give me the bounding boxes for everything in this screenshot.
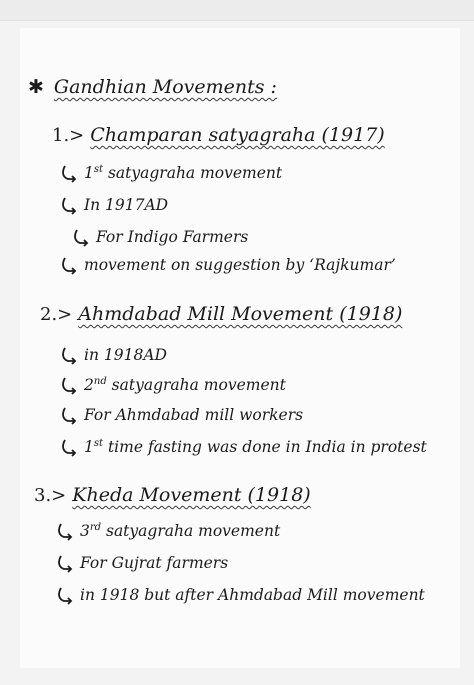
arrow-hook-icon bbox=[72, 229, 90, 247]
movement-name: Ahmdabad Mill Movement (1918) bbox=[78, 303, 403, 325]
arrow-hook-icon bbox=[56, 587, 74, 605]
item-ordinal: 2 bbox=[84, 376, 94, 395]
movement-name: Champaran satyagraha (1917) bbox=[90, 124, 385, 146]
movement-heading bbox=[40, 303, 402, 325]
item-text: movement on suggestion by ‘Rajkumar’ bbox=[84, 256, 396, 274]
item-ordinal: 3 bbox=[80, 522, 90, 541]
arrow-hook-icon bbox=[60, 377, 78, 395]
list-item bbox=[60, 438, 427, 457]
item-ordinal-suffix: nd bbox=[93, 376, 107, 387]
arrow-hook-icon bbox=[60, 407, 78, 425]
item-text: satyagraha movement bbox=[106, 376, 286, 395]
item-ordinal-suffix: rd bbox=[89, 522, 102, 533]
item-text: For Ahmdabad mill workers bbox=[84, 406, 304, 424]
item-ordinal: 1 bbox=[84, 438, 94, 457]
movement-heading bbox=[52, 124, 385, 146]
page-title-text: Gandhian Movements : bbox=[53, 76, 277, 98]
list-item bbox=[56, 554, 228, 573]
arrow-hook-icon bbox=[56, 523, 74, 541]
item-ordinal-suffix: st bbox=[93, 438, 104, 449]
arrow-hook-icon bbox=[60, 165, 78, 183]
top-strip bbox=[0, 0, 474, 21]
item-text: For Gujrat farmers bbox=[80, 554, 229, 572]
item-text: in 1918 but after Ahmdabad Mill movement bbox=[80, 586, 425, 604]
list-item bbox=[56, 586, 425, 605]
item-text: in 1918AD bbox=[84, 346, 167, 364]
list-item bbox=[60, 346, 167, 365]
list-item bbox=[60, 376, 286, 395]
item-text: satyagraha movement bbox=[101, 522, 281, 541]
item-text: In 1917AD bbox=[84, 196, 169, 214]
item-ordinal: 1 bbox=[84, 164, 94, 183]
arrow-hook-icon bbox=[60, 257, 78, 275]
page-title bbox=[28, 76, 277, 98]
list-item bbox=[60, 164, 282, 183]
list-item bbox=[60, 196, 168, 215]
item-text: satyagraha movement bbox=[103, 164, 283, 183]
note-page bbox=[20, 28, 460, 668]
list-item bbox=[56, 522, 280, 541]
item-text: time fasting was done in India in protest bbox=[103, 438, 427, 457]
list-item bbox=[72, 228, 248, 247]
movement-number: 1.> bbox=[52, 125, 85, 146]
movement-heading bbox=[34, 484, 311, 506]
arrow-hook-icon bbox=[60, 439, 78, 457]
movement-name: Kheda Movement (1918) bbox=[72, 484, 311, 506]
movement-number: 2.> bbox=[40, 304, 73, 325]
arrow-hook-icon bbox=[60, 197, 78, 215]
list-item bbox=[60, 406, 303, 425]
star-icon: ✱ bbox=[28, 76, 44, 98]
arrow-hook-icon bbox=[56, 555, 74, 573]
item-ordinal-suffix: st bbox=[93, 164, 104, 175]
movement-number: 3.> bbox=[34, 485, 67, 506]
list-item bbox=[60, 256, 396, 275]
arrow-hook-icon bbox=[60, 347, 78, 365]
item-text: For Indigo Farmers bbox=[96, 228, 249, 246]
